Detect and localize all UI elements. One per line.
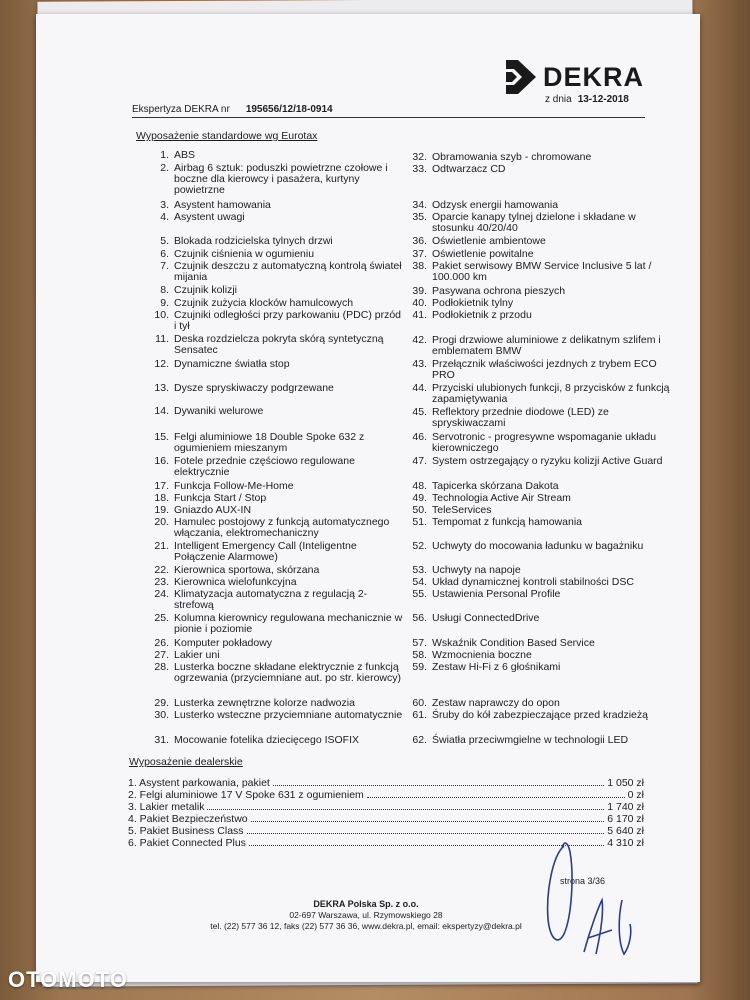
equipment-number: 7.: [160, 260, 169, 272]
equipment-number: 48.: [412, 480, 427, 492]
equipment-text: Asystent uwagi: [174, 211, 245, 223]
equipment-text: Klimatyzacja automatyczna z regulacją 2-strefową: [174, 588, 368, 611]
equipment-number: 31.: [154, 734, 169, 746]
equipment-number: 13.: [154, 382, 169, 394]
equipment-item: [412, 455, 675, 467]
equipment-number: 9.: [160, 297, 169, 309]
equipment-item: [412, 612, 675, 624]
equipment-number: 38.: [412, 260, 427, 272]
equipment-text: Pakiet serwisowy BMW Service Inclusive 5 lat / 100.000 km: [432, 260, 652, 283]
dealer-item-row: [128, 789, 644, 801]
equipment-number: 41.: [412, 309, 427, 321]
equipment-text: Wzmocnienia boczne: [432, 649, 532, 661]
equipment-text: Lusterka zewnętrzne kolorze nadwozia: [174, 697, 355, 709]
equipment-text: Lusterko wsteczne przyciemniane automatycznie: [174, 709, 403, 721]
equipment-number: 49.: [412, 492, 427, 504]
equipment-text: Gniazdo AUX-IN: [174, 504, 252, 516]
equipment-number: 1.: [160, 149, 169, 161]
equipment-text: Czujnik zużycia klocków hamulcowych: [174, 297, 354, 309]
equipment-number: 40.: [412, 297, 427, 309]
equipment-text: Tapicerka skórzana Dakota: [432, 480, 559, 492]
equipment-number: 58.: [412, 649, 427, 661]
equipment-text: Czujnik kolizji: [174, 284, 238, 296]
equipment-number: 2.: [160, 162, 169, 174]
equipment-text: Uchwyty do mocowania ładunku w bagażniku: [432, 540, 644, 552]
equipment-item: [412, 235, 675, 247]
equipment-text: Uchwyty na napoje: [432, 564, 521, 576]
equipment-item: [154, 612, 406, 635]
equipment-item: [154, 564, 406, 576]
dealer-item-price: 0 zł: [627, 789, 644, 801]
equipment-text: Dywaniki welurowe: [174, 405, 264, 417]
equipment-text: Tempomat z funkcją hamowania: [432, 516, 582, 528]
equipment-item: [412, 151, 675, 163]
equipment-number: 27.: [154, 649, 169, 661]
equipment-text: Asystent hamowania: [174, 199, 271, 211]
equipment-item: [160, 149, 406, 161]
equipment-item: [155, 333, 406, 356]
dealer-item-row: [128, 777, 644, 789]
equipment-text: Funkcja Follow-Me-Home: [174, 480, 294, 492]
equipment-item: [412, 431, 675, 454]
equipment-number: 28.: [154, 661, 169, 673]
equipment-item: [154, 649, 406, 661]
equipment-text: Układ dynamicznej kontroli stabilności DSC: [432, 576, 634, 588]
equipment-item: [154, 405, 406, 417]
equipment-item: [412, 697, 675, 709]
equipment-item: [412, 637, 675, 649]
equipment-number: 16.: [154, 455, 169, 467]
equipment-text: TeleServices: [432, 504, 492, 516]
equipment-number: 4.: [160, 211, 169, 223]
equipment-item: [154, 504, 406, 516]
equipment-item: [160, 297, 406, 309]
equipment-item: [154, 709, 406, 721]
equipment-number: 47.: [412, 455, 427, 467]
equipment-text: Pasywana ochrona pieszych: [432, 285, 566, 297]
dealer-item-label: 1. Asystent parkowania, pakiet: [128, 777, 270, 789]
equipment-number: 22.: [154, 564, 169, 576]
equipment-text: Mocowanie fotelika dziecięcego ISOFIX: [174, 734, 360, 746]
equipment-text: Servotronic - progresywne wspomaganie układu kierowniczego: [432, 431, 657, 454]
equipment-item: [412, 334, 675, 357]
equipment-text: Kolumna kierownicy regulowana mechanicznie w pionie i poziomie: [174, 612, 403, 635]
company-address: 02-697 Warszawa, ul. Rzymowskiego 28: [289, 910, 443, 920]
equipment-text: Czujnik deszczu z automatyczną kontrolą świateł mijania: [174, 260, 402, 283]
equipment-item: [412, 516, 675, 528]
equipment-text: Przełącznik właściwości jezdnych z trybem ECO PRO: [432, 358, 657, 381]
equipment-number: 20.: [154, 516, 169, 528]
equipment-item: [154, 516, 406, 539]
equipment-text: Deska rozdzielcza pokryta skórą syntetyczną Sensatec: [174, 333, 384, 356]
equipment-item: [412, 576, 675, 588]
equipment-item: [412, 211, 675, 234]
equipment-item: [154, 492, 406, 504]
equipment-item: [160, 284, 406, 296]
equipment-text: Odtwarzacz CD: [432, 163, 506, 175]
equipment-text: Technologia Active Air Stream: [432, 492, 571, 504]
header-rule: [132, 117, 645, 118]
equipment-number: 51.: [412, 516, 427, 528]
equipment-text: Lusterka boczne składane elektrycznie z funkcją ogrzewania (przyciemniane aut. po str. kierowcy): [174, 661, 402, 684]
document-page: [36, 14, 700, 982]
equipment-number: 11.: [155, 333, 169, 345]
equipment-item: [160, 248, 406, 260]
equipment-number: 30.: [154, 709, 169, 721]
equipment-number: 60.: [412, 697, 427, 709]
dot-leader: [273, 785, 604, 786]
standard-equipment-title: Wyposażenie standardowe wg Eurotax: [136, 130, 318, 142]
company-name: DEKRA Polska Sp. z o.o.: [313, 899, 419, 909]
equipment-number: 15.: [154, 431, 169, 443]
equipment-item: [154, 697, 406, 709]
equipment-item: [160, 211, 406, 223]
equipment-item: [412, 358, 675, 381]
equipment-number: 33.: [412, 163, 427, 175]
expertise-header: [132, 104, 333, 115]
brand-name: DEKRA: [543, 61, 645, 92]
equipment-text: Przyciski ulubionych funkcji, 8 przycisków z funkcją zapamiętywania: [432, 382, 670, 405]
dot-leader: [367, 797, 625, 798]
dealer-item-label: 6. Pakiet Connected Plus: [128, 837, 246, 849]
equipment-item: [412, 260, 675, 283]
equipment-text: Kierownica sportowa, skórzana: [174, 564, 320, 576]
equipment-item: [412, 406, 675, 429]
equipment-text: ABS: [174, 149, 196, 161]
equipment-item: [412, 199, 675, 211]
dealer-item-row: [128, 801, 644, 813]
page-number: strona 3/36: [560, 876, 606, 886]
equipment-item: [412, 382, 675, 405]
equipment-text: Fotele przednie częściowo regulowane elektrycznie: [174, 455, 355, 478]
dealer-item-price: 6 170 zł: [607, 813, 644, 825]
equipment-item: [154, 576, 406, 588]
equipment-text: Blokada rodzicielska tylnych drzwi: [174, 235, 333, 247]
equipment-text: Śruby do kół zabezpieczające przed kradzieżą: [432, 709, 648, 721]
equipment-text: Reflektory przednie diodowe (LED) ze spryskiwaczami: [432, 406, 609, 429]
equipment-number: 23.: [154, 576, 169, 588]
document-date: [545, 94, 629, 105]
dealer-item-label: 4. Pakiet Bezpieczeństwo: [128, 813, 248, 825]
equipment-text: System ostrzegający o ryzyku kolizji Active Guard: [432, 455, 663, 467]
equipment-item: [154, 734, 406, 746]
equipment-text: Intelligent Emergency Call (Inteligentne Połączenie Alarmowe): [174, 540, 357, 563]
equipment-number: 36.: [412, 235, 427, 247]
equipment-number: 6.: [160, 248, 169, 260]
equipment-item: [412, 248, 675, 260]
expertise-number: 195656/12/18-0914: [245, 104, 333, 115]
date-value: 13-12-2018: [577, 94, 629, 105]
equipment-item: [154, 480, 406, 492]
equipment-item: [412, 297, 675, 309]
equipment-item: [154, 382, 406, 394]
equipment-text: Oparcie kanapy tylnej dzielone i składane w stosunku 40/20/40: [432, 211, 636, 234]
equipment-item: [154, 309, 406, 332]
dot-leader: [251, 821, 605, 822]
equipment-number: 56.: [412, 612, 427, 624]
equipment-number: 35.: [412, 211, 427, 223]
signature: [526, 834, 696, 984]
dealer-item-row: [128, 813, 644, 825]
equipment-text: Odzysk energii hamowania: [432, 199, 559, 211]
equipment-number: 32.: [412, 151, 427, 163]
equipment-number: 50.: [412, 504, 427, 516]
equipment-item: [154, 588, 406, 611]
equipment-number: 46.: [412, 431, 427, 443]
equipment-item: [412, 163, 675, 175]
equipment-number: 29.: [154, 697, 169, 709]
equipment-number: 52.: [412, 540, 427, 552]
equipment-text: Podłokietnik tylny: [432, 297, 514, 309]
equipment-item: [160, 260, 406, 283]
equipment-number: 57.: [412, 637, 427, 649]
equipment-text: Czujniki odległości przy parkowaniu (PDC) przód i tył: [174, 309, 402, 332]
equipment-item: [154, 358, 406, 370]
equipment-text: Podłokietnik z przodu: [432, 309, 532, 321]
dealer-equipment-title: Wyposażenie dealerskie: [129, 756, 243, 768]
dealer-item-label: 3. Lakier metalik: [128, 801, 205, 813]
equipment-item: [412, 734, 675, 746]
equipment-number: 5.: [160, 235, 169, 247]
equipment-item: [160, 199, 406, 211]
equipment-text: Kierownica wielofunkcyjna: [174, 576, 297, 588]
equipment-number: 39.: [412, 285, 427, 297]
equipment-text: Zestaw naprawczy do opon: [432, 697, 560, 709]
equipment-text: Ustawienia Personal Profile: [432, 588, 561, 600]
dealer-item-label: 2. Felgi aluminiowe 17 V Spoke 631 z ogumieniem: [128, 789, 364, 801]
equipment-number: 59.: [412, 661, 427, 673]
equipment-text: Felgi aluminiowe 18 Double Spoke 632 z ogumieniem mieszanym: [174, 431, 365, 454]
equipment-number: 54.: [412, 576, 427, 588]
equipment-text: Zestaw Hi-Fi z 6 głośnikami: [432, 661, 561, 673]
equipment-item: [154, 431, 406, 454]
equipment-text: Funkcja Start / Stop: [174, 492, 267, 504]
equipment-number: 61.: [412, 709, 427, 721]
equipment-number: 44.: [412, 382, 427, 394]
equipment-item: [412, 540, 675, 552]
dot-leader: [207, 809, 604, 810]
equipment-number: 24.: [154, 588, 169, 600]
equipment-item: [412, 492, 675, 504]
equipment-number: 34.: [412, 199, 427, 211]
equipment-item: [154, 455, 406, 478]
equipment-number: 42.: [412, 334, 427, 346]
expertise-label: Ekspertyza DEKRA nr: [132, 104, 230, 115]
dealer-item-price: 1 740 zł: [607, 801, 644, 813]
equipment-item: [412, 285, 675, 297]
equipment-number: 12.: [154, 358, 169, 370]
equipment-number: 62.: [412, 734, 427, 746]
equipment-item: [412, 480, 675, 492]
equipment-text: Światła przeciwmgielne w technologii LED: [432, 734, 629, 746]
equipment-number: 55.: [412, 588, 427, 600]
equipment-item: [160, 235, 406, 247]
equipment-item: [412, 649, 675, 661]
equipment-text: Wskaźnik Condition Based Service: [432, 637, 595, 649]
equipment-number: 3.: [160, 199, 169, 211]
equipment-item: [160, 162, 406, 196]
equipment-number: 10.: [154, 309, 169, 321]
equipment-number: 37.: [412, 248, 427, 260]
equipment-item: [412, 661, 675, 673]
date-label: z dnia: [545, 94, 572, 105]
equipment-number: 17.: [154, 480, 169, 492]
dealer-item-price: 4 310 zł: [607, 837, 644, 849]
equipment-number: 14.: [154, 405, 169, 417]
dekra-arrow-icon: [504, 58, 538, 96]
equipment-text: Dysze spryskiwaczy podgrzewane: [174, 382, 334, 394]
equipment-number: 18.: [154, 492, 169, 504]
otomoto-watermark: OTOMOTO: [8, 967, 128, 992]
equipment-number: 45.: [412, 406, 427, 418]
equipment-text: Usługi ConnectedDrive: [432, 612, 540, 624]
company-footer: [196, 899, 536, 932]
equipment-item: [412, 309, 675, 321]
equipment-item: [154, 637, 406, 649]
equipment-number: 43.: [412, 358, 427, 370]
equipment-item: [412, 588, 675, 600]
equipment-number: 19.: [154, 504, 169, 516]
dekra-logo: [504, 58, 644, 96]
equipment-number: 26.: [154, 637, 169, 649]
equipment-number: 21.: [154, 540, 169, 552]
equipment-item: [412, 709, 675, 721]
equipment-number: 53.: [412, 564, 427, 576]
dealer-item-label: 5. Pakiet Business Class: [128, 825, 244, 837]
equipment-item: [412, 504, 675, 516]
equipment-text: Lakier uni: [174, 649, 220, 661]
equipment-text: Komputer pokładowy: [174, 637, 273, 649]
company-contact: tel. (22) 577 36 12, faks (22) 577 36 36, www.dekra.pl, email: ekspertyzy@dekra.pl: [210, 921, 522, 931]
equipment-text: Czujnik ciśnienia w ogumieniu: [174, 248, 315, 260]
equipment-text: Hamulec postojowy z funkcją automatycznego włączania, elektromechaniczny: [174, 516, 390, 539]
equipment-text: Airbag 6 sztuk: poduszki powietrzne czołowe i boczne dla kierowcy i pasażera, kurtyny powietrzne: [174, 162, 388, 196]
equipment-text: Oświetlenie ambientowe: [432, 235, 546, 247]
equipment-item: [154, 540, 406, 563]
equipment-item: [154, 661, 406, 684]
equipment-text: Oświetlenie powitalne: [432, 248, 534, 260]
equipment-number: 25.: [154, 612, 169, 624]
equipment-number: 8.: [160, 284, 169, 296]
equipment-text: Progi drzwiowe aluminiowe z delikatnym szlifem i emblematem BMW: [432, 334, 661, 357]
equipment-text: Dynamiczne światła stop: [174, 358, 290, 370]
dealer-item-price: 1 050 zł: [607, 777, 644, 789]
equipment-item: [412, 564, 675, 576]
dealer-item-price: 5 640 zł: [607, 825, 644, 837]
equipment-text: Obramowania szyb - chromowane: [432, 151, 592, 163]
